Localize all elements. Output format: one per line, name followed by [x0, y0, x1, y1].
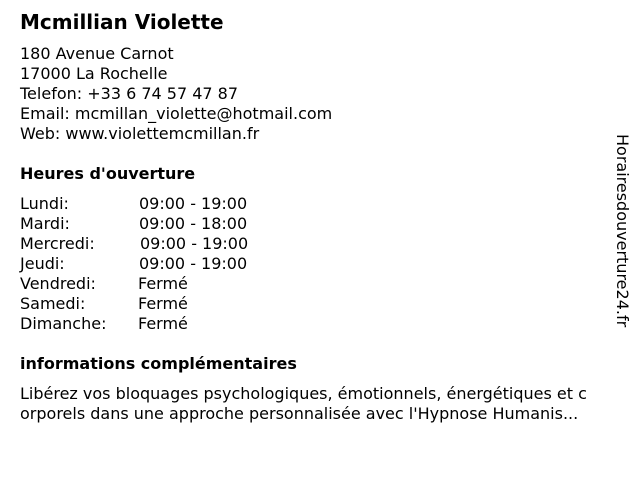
site-watermark: Horairesdouverture24.fr [613, 134, 632, 328]
day-label: Jeudi: [20, 254, 65, 273]
time-value: Fermé [138, 294, 188, 313]
address-street: 180 Avenue Carnot [20, 44, 174, 63]
time-value: Fermé [138, 314, 188, 333]
time-value: 09:00 - 19:00 [140, 234, 249, 253]
time-value: 09:00 - 19:00 [139, 194, 248, 213]
website-url: Web: www.violettemcmillan.fr [20, 124, 260, 143]
time-value: 09:00 - 19:00 [139, 254, 248, 273]
opening-hours-heading: Heures d'ouverture [20, 164, 196, 183]
phone-number: Telefon: +33 6 74 57 47 87 [20, 84, 239, 103]
day-label: Samedi: [20, 294, 86, 313]
time-value: 09:00 - 18:00 [139, 214, 248, 233]
info-line-2: orporels dans une approche personnalisée avec l'Hypnose Humanis... [20, 404, 579, 423]
day-label: Dimanche: [20, 314, 107, 333]
day-label: Vendredi: [20, 274, 96, 293]
contact-details [20, 44, 332, 144]
time-value: Fermé [138, 274, 188, 293]
address-city: 17000 La Rochelle [20, 64, 168, 83]
additional-info-heading: informations complémentaires [20, 354, 297, 373]
info-line-1: Libérez vos bloquages psychologiques, émotionnels, énergétiques et c [20, 384, 587, 403]
day-label: Mardi: [20, 214, 70, 233]
business-name: Mcmillian Violette [20, 10, 224, 34]
day-label: Lundi: [20, 194, 69, 213]
email-address: Email: mcmillan_violette@hotmail.com [20, 104, 333, 123]
day-label: Mercredi: [20, 234, 95, 253]
additional-info-text [20, 384, 587, 424]
